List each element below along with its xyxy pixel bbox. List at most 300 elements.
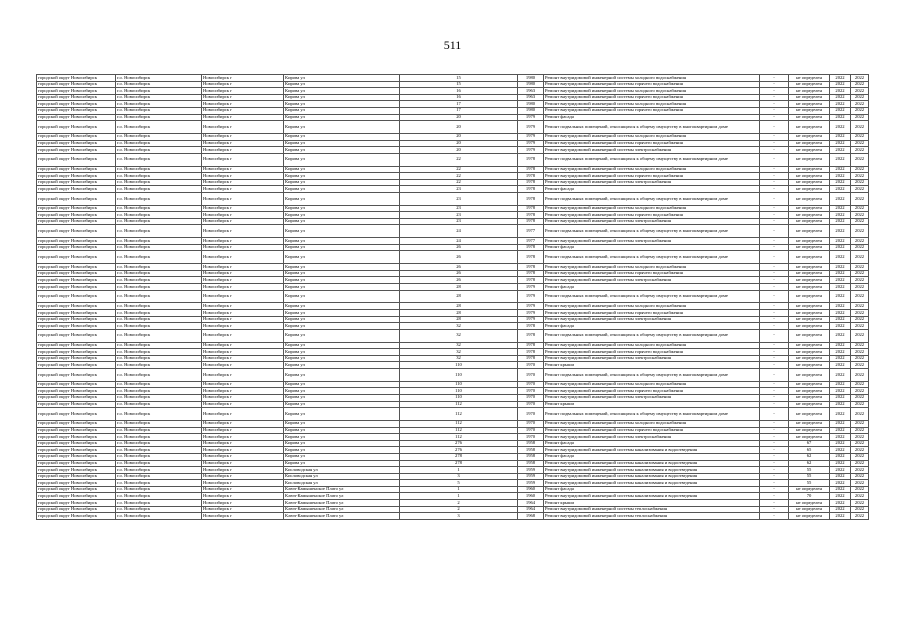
municipality-cell: городской округ Новосибирск: [37, 225, 116, 238]
work-type-cell: Ремонт внутридомовой инженерной системы электроснабжения: [544, 218, 760, 225]
city-cell: Новосибирск г: [202, 453, 284, 460]
plan-year-cell: 2022: [830, 244, 851, 251]
dash-cell: -: [760, 447, 789, 454]
plan-year-cell: 2022: [830, 147, 851, 154]
plan-year-cell: 2022: [830, 140, 851, 147]
house-number-cell: 22: [400, 166, 518, 173]
municipality-cell: городской округ Новосибирск: [37, 303, 116, 310]
municipality-cell: городской округ Новосибирск: [37, 460, 116, 467]
year-built-cell: 1979: [518, 284, 544, 291]
table-row: [37, 251, 869, 264]
house-number-cell: 110: [400, 381, 518, 388]
plan-year-cell: 2022: [830, 153, 851, 166]
plan-year-cell: 2022: [830, 212, 851, 219]
street-cell: Кирова ул: [284, 212, 400, 219]
plan-year-cell: 2022: [830, 453, 851, 460]
table-row: [37, 277, 869, 284]
municipality-cell: городской округ Новосибирск: [37, 486, 116, 493]
settlement-cell: г.о. Новосибирск: [116, 173, 202, 180]
settlement-cell: г.о. Новосибирск: [116, 186, 202, 193]
table-row: [37, 447, 869, 454]
house-number-cell: 110: [400, 388, 518, 395]
municipality-cell: городской округ Новосибирск: [37, 493, 116, 500]
dash-cell: -: [760, 121, 789, 134]
plan-year-end-cell: 2022: [851, 310, 869, 317]
dash-cell: -: [760, 75, 789, 82]
cost-cell: 55: [789, 480, 830, 487]
settlement-cell: г.о. Новосибирск: [116, 310, 202, 317]
city-cell: Новосибирск г: [202, 388, 284, 395]
municipality-cell: городской округ Новосибирск: [37, 310, 116, 317]
table-row: [37, 166, 869, 173]
settlement-cell: г.о. Новосибирск: [116, 434, 202, 441]
city-cell: Новосибирск г: [202, 486, 284, 493]
street-cell: Кирова ул: [284, 173, 400, 180]
year-built-cell: 1963: [518, 88, 544, 95]
table-row: [37, 427, 869, 434]
municipality-cell: городской округ Новосибирск: [37, 270, 116, 277]
cost-cell: не определен: [789, 329, 830, 342]
cost-cell: не определен: [789, 238, 830, 245]
cost-cell: не определен: [789, 310, 830, 317]
work-type-cell: Ремонт внутридомовой инженерной системы горячего водоснабжения: [544, 140, 760, 147]
city-cell: Новосибирск г: [202, 251, 284, 264]
plan-year-end-cell: 2022: [851, 323, 869, 330]
settlement-cell: г.о. Новосибирск: [116, 500, 202, 507]
house-number-cell: 2: [400, 506, 518, 513]
dash-cell: -: [760, 186, 789, 193]
cost-cell: не определен: [789, 506, 830, 513]
cost-cell: не определен: [789, 81, 830, 88]
dash-cell: -: [760, 290, 789, 303]
settlement-cell: г.о. Новосибирск: [116, 355, 202, 362]
dash-cell: -: [760, 427, 789, 434]
year-built-cell: 1980: [518, 81, 544, 88]
plan-year-end-cell: 2022: [851, 329, 869, 342]
cost-cell: 65: [789, 447, 830, 454]
table-row: [37, 316, 869, 323]
plan-year-cell: 2022: [830, 192, 851, 205]
work-type-cell: Ремонт фасада: [544, 323, 760, 330]
settlement-cell: г.о. Новосибирск: [116, 244, 202, 251]
plan-year-cell: 2022: [830, 460, 851, 467]
work-type-cell: Ремонт внутридомовой инженерной системы холодного водоснабжения: [544, 101, 760, 108]
settlement-cell: г.о. Новосибирск: [116, 460, 202, 467]
street-cell: Кирова ул: [284, 323, 400, 330]
table-row: [37, 453, 869, 460]
table-row: [37, 153, 869, 166]
plan-year-cell: 2022: [830, 500, 851, 507]
year-built-cell: 1978: [518, 329, 544, 342]
dash-cell: -: [760, 284, 789, 291]
settlement-cell: г.о. Новосибирск: [116, 316, 202, 323]
work-type-cell: Ремонт внутридомовой инженерной системы электроснабжения: [544, 316, 760, 323]
dash-cell: -: [760, 270, 789, 277]
house-number-cell: 1: [400, 467, 518, 474]
table-row: [37, 244, 869, 251]
dash-cell: -: [760, 388, 789, 395]
work-type-cell: Ремонт внутридомовой инженерной системы канализования и водоотведения: [544, 447, 760, 454]
work-type-cell: Ремонт крыши: [544, 500, 760, 507]
plan-year-end-cell: 2022: [851, 75, 869, 82]
house-number-cell: 276: [400, 440, 518, 447]
plan-year-end-cell: 2022: [851, 388, 869, 395]
plan-year-end-cell: 2022: [851, 316, 869, 323]
plan-year-cell: 2022: [830, 323, 851, 330]
dash-cell: -: [760, 513, 789, 520]
dash-cell: -: [760, 192, 789, 205]
dash-cell: -: [760, 277, 789, 284]
municipality-cell: городской округ Новосибирск: [37, 453, 116, 460]
year-built-cell: 1978: [518, 212, 544, 219]
city-cell: Новосибирск г: [202, 447, 284, 454]
settlement-cell: г.о. Новосибирск: [116, 420, 202, 427]
table-row: [37, 179, 869, 186]
house-number-cell: 112: [400, 434, 518, 441]
plan-year-cell: 2022: [830, 94, 851, 101]
municipality-cell: городской округ Новосибирск: [37, 513, 116, 520]
plan-year-cell: 2022: [830, 251, 851, 264]
city-cell: Новосибирск г: [202, 94, 284, 101]
settlement-cell: г.о. Новосибирск: [116, 467, 202, 474]
table-row: [37, 114, 869, 121]
table-row: [37, 394, 869, 401]
house-number-cell: 26: [400, 244, 518, 251]
cost-cell: не определен: [789, 394, 830, 401]
municipality-cell: городской округ Новосибирск: [37, 244, 116, 251]
settlement-cell: г.о. Новосибирск: [116, 166, 202, 173]
cost-cell: не определен: [789, 401, 830, 408]
year-built-cell: 1978: [518, 173, 544, 180]
dash-cell: -: [760, 486, 789, 493]
municipality-cell: городской округ Новосибирск: [37, 114, 116, 121]
dash-cell: -: [760, 355, 789, 362]
street-cell: Кирова ул: [284, 434, 400, 441]
street-cell: Кирова ул: [284, 329, 400, 342]
municipality-cell: городской округ Новосибирск: [37, 362, 116, 369]
year-built-cell: 1959: [518, 480, 544, 487]
work-type-cell: Ремонт фасада: [544, 486, 760, 493]
plan-year-cell: 2022: [830, 173, 851, 180]
plan-year-end-cell: 2022: [851, 94, 869, 101]
street-cell: Ключ-Камышенское Плато ул: [284, 500, 400, 507]
plan-year-cell: 2022: [830, 362, 851, 369]
house-number-cell: 112: [400, 408, 518, 421]
street-cell: Кирова ул: [284, 121, 400, 134]
work-type-cell: Ремонт внутридомовой инженерной системы электроснабжения: [544, 355, 760, 362]
cost-cell: 67: [789, 440, 830, 447]
municipality-cell: городской округ Новосибирск: [37, 480, 116, 487]
plan-year-cell: 2022: [830, 114, 851, 121]
settlement-cell: г.о. Новосибирск: [116, 506, 202, 513]
cost-cell: не определен: [789, 486, 830, 493]
municipality-cell: городской округ Новосибирск: [37, 473, 116, 480]
municipality-cell: городской округ Новосибирск: [37, 329, 116, 342]
plan-year-cell: 2022: [830, 388, 851, 395]
plan-year-end-cell: 2022: [851, 277, 869, 284]
city-cell: Новосибирск г: [202, 270, 284, 277]
year-built-cell: 1978: [518, 186, 544, 193]
street-cell: Кирова ул: [284, 420, 400, 427]
plan-year-end-cell: 2022: [851, 453, 869, 460]
house-number-cell: 16: [400, 94, 518, 101]
dash-cell: -: [760, 107, 789, 114]
year-built-cell: 1978: [518, 205, 544, 212]
plan-year-end-cell: 2022: [851, 427, 869, 434]
street-cell: Кирова ул: [284, 381, 400, 388]
settlement-cell: г.о. Новосибирск: [116, 349, 202, 356]
work-type-cell: Ремонт подвальных помещений, относящихся к общему имуществу в многоквартирном доме: [544, 251, 760, 264]
year-built-cell: 1970: [518, 394, 544, 401]
year-built-cell: 1978: [518, 342, 544, 349]
settlement-cell: г.о. Новосибирск: [116, 284, 202, 291]
cost-cell: не определен: [789, 121, 830, 134]
municipality-cell: городской округ Новосибирск: [37, 121, 116, 134]
dash-cell: -: [760, 493, 789, 500]
street-cell: Кирова ул: [284, 166, 400, 173]
cost-cell: не определен: [789, 362, 830, 369]
city-cell: Новосибирск г: [202, 323, 284, 330]
settlement-cell: г.о. Новосибирск: [116, 114, 202, 121]
plan-year-cell: 2022: [830, 342, 851, 349]
city-cell: Новосибирск г: [202, 303, 284, 310]
cost-cell: не определен: [789, 381, 830, 388]
plan-year-end-cell: 2022: [851, 500, 869, 507]
table-row: [37, 94, 869, 101]
year-built-cell: 1979: [518, 133, 544, 140]
table-body: [37, 75, 869, 520]
plan-year-cell: 2022: [830, 401, 851, 408]
dash-cell: -: [760, 179, 789, 186]
settlement-cell: г.о. Новосибирск: [116, 75, 202, 82]
municipality-cell: городской округ Новосибирск: [37, 290, 116, 303]
plan-year-end-cell: 2022: [851, 394, 869, 401]
table-row: [37, 493, 869, 500]
year-built-cell: 1978: [518, 218, 544, 225]
table-row: [37, 408, 869, 421]
plan-year-end-cell: 2022: [851, 212, 869, 219]
plan-year-end-cell: 2022: [851, 238, 869, 245]
city-cell: Новосибирск г: [202, 284, 284, 291]
plan-year-end-cell: 2022: [851, 493, 869, 500]
house-number-cell: 23: [400, 205, 518, 212]
plan-year-cell: 2022: [830, 513, 851, 520]
city-cell: Новосибирск г: [202, 349, 284, 356]
table-row: [37, 147, 869, 154]
house-number-cell: 23: [400, 212, 518, 219]
table-row: [37, 205, 869, 212]
table-row: [37, 133, 869, 140]
city-cell: Новосибирск г: [202, 212, 284, 219]
settlement-cell: г.о. Новосибирск: [116, 121, 202, 134]
street-cell: Кирова ул: [284, 408, 400, 421]
house-number-cell: 22: [400, 153, 518, 166]
house-number-cell: 32: [400, 342, 518, 349]
settlement-cell: г.о. Новосибирск: [116, 277, 202, 284]
street-cell: Кисловодская ул: [284, 467, 400, 474]
dash-cell: -: [760, 264, 789, 271]
municipality-cell: городской округ Новосибирск: [37, 81, 116, 88]
year-built-cell: 1978: [518, 153, 544, 166]
settlement-cell: г.о. Новосибирск: [116, 153, 202, 166]
house-number-cell: 112: [400, 420, 518, 427]
municipality-cell: городской округ Новосибирск: [37, 368, 116, 381]
cost-cell: не определен: [789, 513, 830, 520]
work-type-cell: Ремонт внутридомовой инженерной системы канализования и водоотведения: [544, 473, 760, 480]
street-cell: Кирова ул: [284, 81, 400, 88]
city-cell: Новосибирск г: [202, 473, 284, 480]
work-type-cell: Ремонт внутридомовой инженерной системы холодного водоснабжения: [544, 166, 760, 173]
table-row: [37, 323, 869, 330]
year-built-cell: 1978: [518, 251, 544, 264]
city-cell: Новосибирск г: [202, 277, 284, 284]
work-type-cell: Ремонт внутридомовой инженерной системы горячего водоснабжения: [544, 81, 760, 88]
work-type-cell: Ремонт внутридомовой инженерной системы горячего водоснабжения: [544, 173, 760, 180]
plan-year-end-cell: 2022: [851, 284, 869, 291]
dash-cell: -: [760, 362, 789, 369]
plan-year-cell: 2022: [830, 277, 851, 284]
street-cell: Кирова ул: [284, 186, 400, 193]
work-type-cell: Ремонт внутридомовой инженерной системы горячего водоснабжения: [544, 270, 760, 277]
table-row: [37, 88, 869, 95]
cost-cell: 55: [789, 473, 830, 480]
street-cell: Кирова ул: [284, 75, 400, 82]
street-cell: Ключ-Камышенское Плато ул: [284, 513, 400, 520]
dash-cell: -: [760, 205, 789, 212]
dash-cell: -: [760, 173, 789, 180]
year-built-cell: 1979: [518, 147, 544, 154]
municipality-cell: городской округ Новосибирск: [37, 147, 116, 154]
city-cell: Новосибирск г: [202, 362, 284, 369]
house-number-cell: 32: [400, 323, 518, 330]
settlement-cell: г.о. Новосибирск: [116, 362, 202, 369]
year-built-cell: 1978: [518, 349, 544, 356]
municipality-cell: городской округ Новосибирск: [37, 101, 116, 108]
settlement-cell: г.о. Новосибирск: [116, 480, 202, 487]
street-cell: Кирова ул: [284, 460, 400, 467]
plan-year-cell: 2022: [830, 434, 851, 441]
table-row: [37, 434, 869, 441]
dash-cell: -: [760, 212, 789, 219]
plan-year-cell: 2022: [830, 310, 851, 317]
settlement-cell: г.о. Новосибирск: [116, 133, 202, 140]
dash-cell: -: [760, 480, 789, 487]
cost-cell: не определен: [789, 244, 830, 251]
city-cell: Новосибирск г: [202, 114, 284, 121]
house-number-cell: 278: [400, 453, 518, 460]
plan-year-cell: 2022: [830, 420, 851, 427]
plan-year-cell: 2022: [830, 394, 851, 401]
street-cell: Кирова ул: [284, 88, 400, 95]
municipality-cell: городской округ Новосибирск: [37, 179, 116, 186]
work-type-cell: Ремонт внутридомовой инженерной системы горячего водоснабжения: [544, 212, 760, 219]
plan-year-end-cell: 2022: [851, 440, 869, 447]
settlement-cell: г.о. Новосибирск: [116, 212, 202, 219]
work-type-cell: Ремонт внутридомовой инженерной системы горячего водоснабжения: [544, 427, 760, 434]
plan-year-cell: 2022: [830, 368, 851, 381]
work-type-cell: Ремонт внутридомовой инженерной системы электроснабжения: [544, 179, 760, 186]
house-number-cell: 278: [400, 460, 518, 467]
year-built-cell: 1970: [518, 362, 544, 369]
settlement-cell: г.о. Новосибирск: [116, 447, 202, 454]
plan-year-cell: 2022: [830, 238, 851, 245]
house-number-cell: 28: [400, 303, 518, 310]
settlement-cell: г.о. Новосибирск: [116, 493, 202, 500]
year-built-cell: 1970: [518, 434, 544, 441]
table-row: [37, 75, 869, 82]
plan-year-cell: 2022: [830, 506, 851, 513]
city-cell: Новосибирск г: [202, 290, 284, 303]
city-cell: Новосибирск г: [202, 244, 284, 251]
house-number-cell: 3: [400, 513, 518, 520]
dash-cell: -: [760, 401, 789, 408]
cost-cell: не определен: [789, 212, 830, 219]
plan-year-end-cell: 2022: [851, 368, 869, 381]
city-cell: Новосибирск г: [202, 408, 284, 421]
municipality-cell: городской округ Новосибирск: [37, 238, 116, 245]
year-built-cell: 1970: [518, 401, 544, 408]
street-cell: Кирова ул: [284, 440, 400, 447]
year-built-cell: 1979: [518, 290, 544, 303]
municipality-cell: городской округ Новосибирск: [37, 94, 116, 101]
city-cell: Новосибирск г: [202, 166, 284, 173]
work-type-cell: Ремонт внутридомовой инженерной системы холодного водоснабжения: [544, 381, 760, 388]
city-cell: Новосибирск г: [202, 460, 284, 467]
work-type-cell: Ремонт фасада: [544, 244, 760, 251]
cost-cell: не определен: [789, 500, 830, 507]
house-number-cell: 17: [400, 107, 518, 114]
cost-cell: не определен: [789, 284, 830, 291]
dash-cell: -: [760, 460, 789, 467]
work-type-cell: Ремонт внутридомовой инженерной системы электроснабжения: [544, 238, 760, 245]
cost-cell: не определен: [789, 114, 830, 121]
house-number-cell: 110: [400, 394, 518, 401]
year-built-cell: 1970: [518, 368, 544, 381]
house-number-cell: 23: [400, 186, 518, 193]
table-row: [37, 107, 869, 114]
cost-cell: не определен: [789, 251, 830, 264]
table-row: [37, 506, 869, 513]
work-type-cell: Ремонт крыши: [544, 362, 760, 369]
year-built-cell: 1979: [518, 114, 544, 121]
work-type-cell: Ремонт внутридомовой инженерной системы холодного водоснабжения: [544, 264, 760, 271]
year-built-cell: 1977: [518, 238, 544, 245]
settlement-cell: г.о. Новосибирск: [116, 408, 202, 421]
street-cell: Кирова ул: [284, 114, 400, 121]
city-cell: Новосибирск г: [202, 394, 284, 401]
dash-cell: -: [760, 81, 789, 88]
year-built-cell: 1979: [518, 310, 544, 317]
street-cell: Кирова ул: [284, 238, 400, 245]
settlement-cell: г.о. Новосибирск: [116, 81, 202, 88]
cost-cell: не определен: [789, 179, 830, 186]
settlement-cell: г.о. Новосибирск: [116, 513, 202, 520]
year-built-cell: 1978: [518, 179, 544, 186]
cost-cell: не определен: [789, 205, 830, 212]
table-row: [37, 192, 869, 205]
year-built-cell: 1958: [518, 453, 544, 460]
dash-cell: -: [760, 147, 789, 154]
table-row: [37, 140, 869, 147]
city-cell: Новосибирск г: [202, 381, 284, 388]
street-cell: Кирова ул: [284, 427, 400, 434]
settlement-cell: г.о. Новосибирск: [116, 179, 202, 186]
municipality-cell: городской округ Новосибирск: [37, 467, 116, 474]
table-row: [37, 467, 869, 474]
street-cell: Кирова ул: [284, 447, 400, 454]
plan-year-end-cell: 2022: [851, 434, 869, 441]
plan-year-end-cell: 2022: [851, 342, 869, 349]
